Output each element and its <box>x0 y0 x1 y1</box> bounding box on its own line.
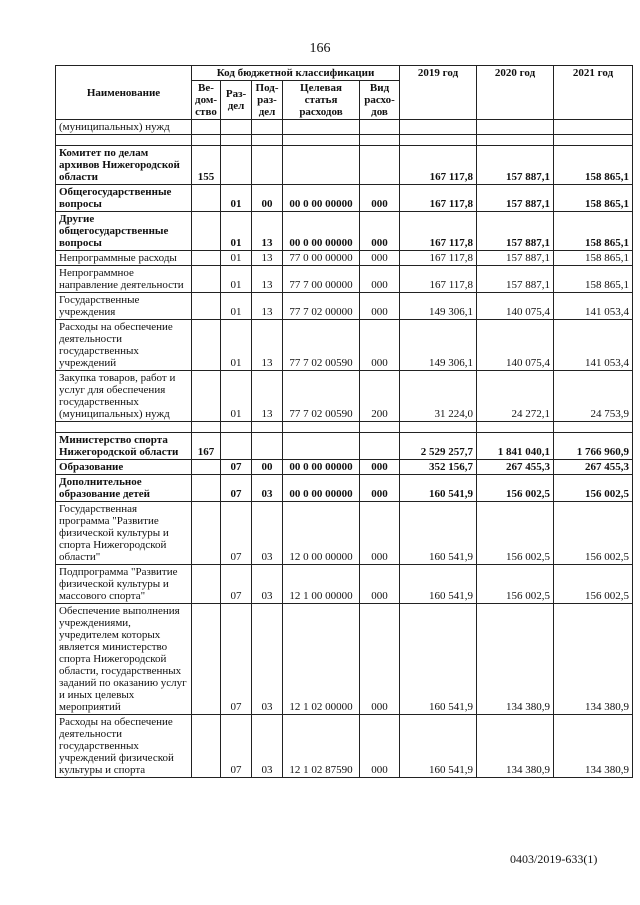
row-podrazdel: 03 <box>252 565 283 604</box>
row-ved <box>192 266 221 293</box>
empty-cell <box>360 422 400 433</box>
row-celevaya: 77 7 00 00000 <box>283 266 360 293</box>
row-razdel <box>221 146 252 185</box>
table-row <box>56 320 633 371</box>
row-razdel: 01 <box>221 266 252 293</box>
row-2021: 134 380,9 <box>554 715 633 778</box>
empty-cell <box>192 135 221 146</box>
row-vid: 000 <box>360 604 400 715</box>
row-name: Непрограммное направление деятельности <box>56 266 192 293</box>
row-name: Министерство спорта Нижегородской области <box>56 433 192 460</box>
row-2021: 1 766 960,9 <box>554 433 633 460</box>
table-row <box>56 475 633 502</box>
row-2020: 156 002,5 <box>477 475 554 502</box>
row-name: Дополнительное образование детей <box>56 475 192 502</box>
row-2019: 167 117,8 <box>400 251 477 266</box>
row-ved <box>192 502 221 565</box>
row-razdel: 07 <box>221 460 252 475</box>
row-2020: 140 075,4 <box>477 293 554 320</box>
row-ved <box>192 185 221 212</box>
header-2019: 2019 год <box>400 66 477 120</box>
row-podrazdel: 13 <box>252 371 283 422</box>
row-2019: 167 117,8 <box>400 146 477 185</box>
row-name: (муниципальных) нужд <box>56 120 192 135</box>
empty-cell <box>554 422 633 433</box>
row-celevaya <box>283 120 360 135</box>
row-2020: 134 380,9 <box>477 604 554 715</box>
table-row <box>56 502 633 565</box>
row-ved <box>192 293 221 320</box>
row-razdel: 01 <box>221 320 252 371</box>
row-vid <box>360 120 400 135</box>
empty-cell <box>56 135 192 146</box>
row-2019: 167 117,8 <box>400 266 477 293</box>
empty-cell <box>554 135 633 146</box>
row-vid: 000 <box>360 293 400 320</box>
row-vid: 000 <box>360 251 400 266</box>
empty-cell <box>221 135 252 146</box>
table-row <box>56 565 633 604</box>
row-vid: 000 <box>360 212 400 251</box>
row-vid: 000 <box>360 565 400 604</box>
row-name: Закупка товаров, работ и услуг для обеспечения государственных (муниципальных) нужд <box>56 371 192 422</box>
row-2019: 160 541,9 <box>400 475 477 502</box>
header-2020: 2020 год <box>477 66 554 120</box>
row-celevaya: 77 7 02 00590 <box>283 320 360 371</box>
row-ved <box>192 604 221 715</box>
row-vid: 000 <box>360 266 400 293</box>
empty-row <box>56 135 633 146</box>
row-ved <box>192 320 221 371</box>
table-body <box>56 120 633 778</box>
row-2021: 158 865,1 <box>554 266 633 293</box>
row-podrazdel: 13 <box>252 251 283 266</box>
row-2021: 24 753,9 <box>554 371 633 422</box>
row-2020: 157 887,1 <box>477 251 554 266</box>
row-name: Расходы на обеспечение деятельности государственных учреждений <box>56 320 192 371</box>
row-2020 <box>477 120 554 135</box>
row-razdel: 01 <box>221 371 252 422</box>
table-row <box>56 146 633 185</box>
table-row <box>56 293 633 320</box>
row-name: Другие общегосударственные вопросы <box>56 212 192 251</box>
row-razdel: 07 <box>221 565 252 604</box>
row-podrazdel: 13 <box>252 212 283 251</box>
row-2019: 160 541,9 <box>400 565 477 604</box>
row-2021: 158 865,1 <box>554 251 633 266</box>
row-2020: 134 380,9 <box>477 715 554 778</box>
table-row <box>56 120 633 135</box>
row-name: Общегосударственные вопросы <box>56 185 192 212</box>
row-ved: 167 <box>192 433 221 460</box>
row-2019: 352 156,7 <box>400 460 477 475</box>
row-2020: 157 887,1 <box>477 212 554 251</box>
header-vid: Вид расхо- дов <box>360 81 400 120</box>
row-razdel: 01 <box>221 212 252 251</box>
row-2019: 167 117,8 <box>400 185 477 212</box>
row-ved <box>192 565 221 604</box>
empty-cell <box>477 135 554 146</box>
row-vid: 200 <box>360 371 400 422</box>
row-vid: 000 <box>360 475 400 502</box>
empty-cell <box>360 135 400 146</box>
document-code: 0403/2019-633(1) <box>510 852 598 866</box>
row-ved <box>192 212 221 251</box>
table-row <box>56 371 633 422</box>
row-2021: 156 002,5 <box>554 502 633 565</box>
row-vid: 000 <box>360 502 400 565</box>
empty-cell <box>400 422 477 433</box>
row-2021: 134 380,9 <box>554 604 633 715</box>
row-vid: 000 <box>360 185 400 212</box>
row-2019: 160 541,9 <box>400 502 477 565</box>
table-row <box>56 185 633 212</box>
row-podrazdel: 13 <box>252 266 283 293</box>
table-row <box>56 604 633 715</box>
row-celevaya: 00 0 00 00000 <box>283 460 360 475</box>
row-2021: 141 053,4 <box>554 293 633 320</box>
row-2019 <box>400 120 477 135</box>
row-2019: 160 541,9 <box>400 604 477 715</box>
row-razdel: 01 <box>221 251 252 266</box>
row-celevaya: 00 0 00 00000 <box>283 475 360 502</box>
row-celevaya: 12 0 00 00000 <box>283 502 360 565</box>
table-row <box>56 460 633 475</box>
row-2021 <box>554 120 633 135</box>
row-2021: 158 865,1 <box>554 185 633 212</box>
row-name: Государственная программа "Развитие физической культуры и спорта Нижегородской области" <box>56 502 192 565</box>
header-razdel: Раз- дел <box>221 81 252 120</box>
row-podrazdel <box>252 120 283 135</box>
row-2021: 141 053,4 <box>554 320 633 371</box>
row-2019: 149 306,1 <box>400 320 477 371</box>
row-celevaya <box>283 433 360 460</box>
row-2021: 158 865,1 <box>554 212 633 251</box>
row-razdel: 07 <box>221 715 252 778</box>
empty-cell <box>221 422 252 433</box>
empty-cell <box>477 422 554 433</box>
row-2020: 157 887,1 <box>477 185 554 212</box>
row-razdel: 07 <box>221 502 252 565</box>
row-vid: 000 <box>360 460 400 475</box>
table-row <box>56 212 633 251</box>
empty-cell <box>252 135 283 146</box>
page-number: 166 <box>309 41 331 56</box>
row-razdel: 07 <box>221 475 252 502</box>
row-2020: 24 272,1 <box>477 371 554 422</box>
row-2020: 156 002,5 <box>477 565 554 604</box>
row-2021: 158 865,1 <box>554 146 633 185</box>
row-ved <box>192 460 221 475</box>
row-celevaya: 12 1 02 00000 <box>283 604 360 715</box>
row-2020: 267 455,3 <box>477 460 554 475</box>
row-razdel <box>221 120 252 135</box>
row-celevaya: 77 7 02 00000 <box>283 293 360 320</box>
row-podrazdel: 00 <box>252 460 283 475</box>
row-celevaya: 12 1 00 00000 <box>283 565 360 604</box>
row-2021: 156 002,5 <box>554 475 633 502</box>
row-celevaya: 00 0 00 00000 <box>283 185 360 212</box>
empty-cell <box>283 135 360 146</box>
row-2019: 2 529 257,7 <box>400 433 477 460</box>
row-name: Обеспечение выполнения учреждениями, учредителем которых является министерство спорта Нижегородской области, государственных заданий по оказанию услуг и иных целевых мероприятий <box>56 604 192 715</box>
table-row <box>56 266 633 293</box>
row-name: Образование <box>56 460 192 475</box>
row-podrazdel: 00 <box>252 185 283 212</box>
row-vid <box>360 433 400 460</box>
empty-cell <box>192 422 221 433</box>
row-razdel: 07 <box>221 604 252 715</box>
table-row <box>56 433 633 460</box>
row-vid: 000 <box>360 320 400 371</box>
row-2019: 167 117,8 <box>400 212 477 251</box>
row-name: Государственные учреждения <box>56 293 192 320</box>
row-name: Непрограммные расходы <box>56 251 192 266</box>
row-ved <box>192 251 221 266</box>
row-2020: 157 887,1 <box>477 266 554 293</box>
row-2021: 267 455,3 <box>554 460 633 475</box>
empty-cell <box>56 422 192 433</box>
row-2020: 156 002,5 <box>477 502 554 565</box>
header-naimenovanie: Наименование <box>56 66 192 120</box>
row-celevaya: 77 0 00 00000 <box>283 251 360 266</box>
row-podrazdel: 13 <box>252 293 283 320</box>
row-name: Комитет по делам архивов Нижегородской области <box>56 146 192 185</box>
header-kod-group: Код бюджетной классификации <box>192 66 400 81</box>
row-razdel: 01 <box>221 185 252 212</box>
row-name: Расходы на обеспечение деятельности государственных учреждений физической культуры и спорта <box>56 715 192 778</box>
row-2019: 31 224,0 <box>400 371 477 422</box>
row-ved <box>192 475 221 502</box>
row-celevaya: 77 7 02 00590 <box>283 371 360 422</box>
row-celevaya: 12 1 02 87590 <box>283 715 360 778</box>
row-podrazdel: 03 <box>252 475 283 502</box>
header-podrazdel: Под- раз- дел <box>252 81 283 120</box>
row-podrazdel: 13 <box>252 320 283 371</box>
row-2020: 140 075,4 <box>477 320 554 371</box>
header-celevaya: Целевая статья расходов <box>283 81 360 120</box>
empty-cell <box>252 422 283 433</box>
row-razdel: 01 <box>221 293 252 320</box>
row-celevaya: 00 0 00 00000 <box>283 212 360 251</box>
row-2019: 149 306,1 <box>400 293 477 320</box>
row-name: Подпрограмма "Развитие физической культуры и массового спорта" <box>56 565 192 604</box>
empty-cell <box>400 135 477 146</box>
row-2020: 1 841 040,1 <box>477 433 554 460</box>
row-ved <box>192 371 221 422</box>
table-row <box>56 715 633 778</box>
empty-cell <box>283 422 360 433</box>
budget-table <box>55 65 633 778</box>
header-2021: 2021 год <box>554 66 633 120</box>
row-ved <box>192 715 221 778</box>
row-ved: 155 <box>192 146 221 185</box>
row-vid: 000 <box>360 715 400 778</box>
empty-row <box>56 422 633 433</box>
row-podrazdel: 03 <box>252 715 283 778</box>
row-podrazdel <box>252 433 283 460</box>
header-ved: Ве- дом- ство <box>192 81 221 120</box>
row-2020: 157 887,1 <box>477 146 554 185</box>
row-vid <box>360 146 400 185</box>
row-2019: 160 541,9 <box>400 715 477 778</box>
table-row <box>56 251 633 266</box>
row-celevaya <box>283 146 360 185</box>
row-podrazdel: 03 <box>252 502 283 565</box>
row-razdel <box>221 433 252 460</box>
row-ved <box>192 120 221 135</box>
row-podrazdel <box>252 146 283 185</box>
row-podrazdel: 03 <box>252 604 283 715</box>
row-2021: 156 002,5 <box>554 565 633 604</box>
